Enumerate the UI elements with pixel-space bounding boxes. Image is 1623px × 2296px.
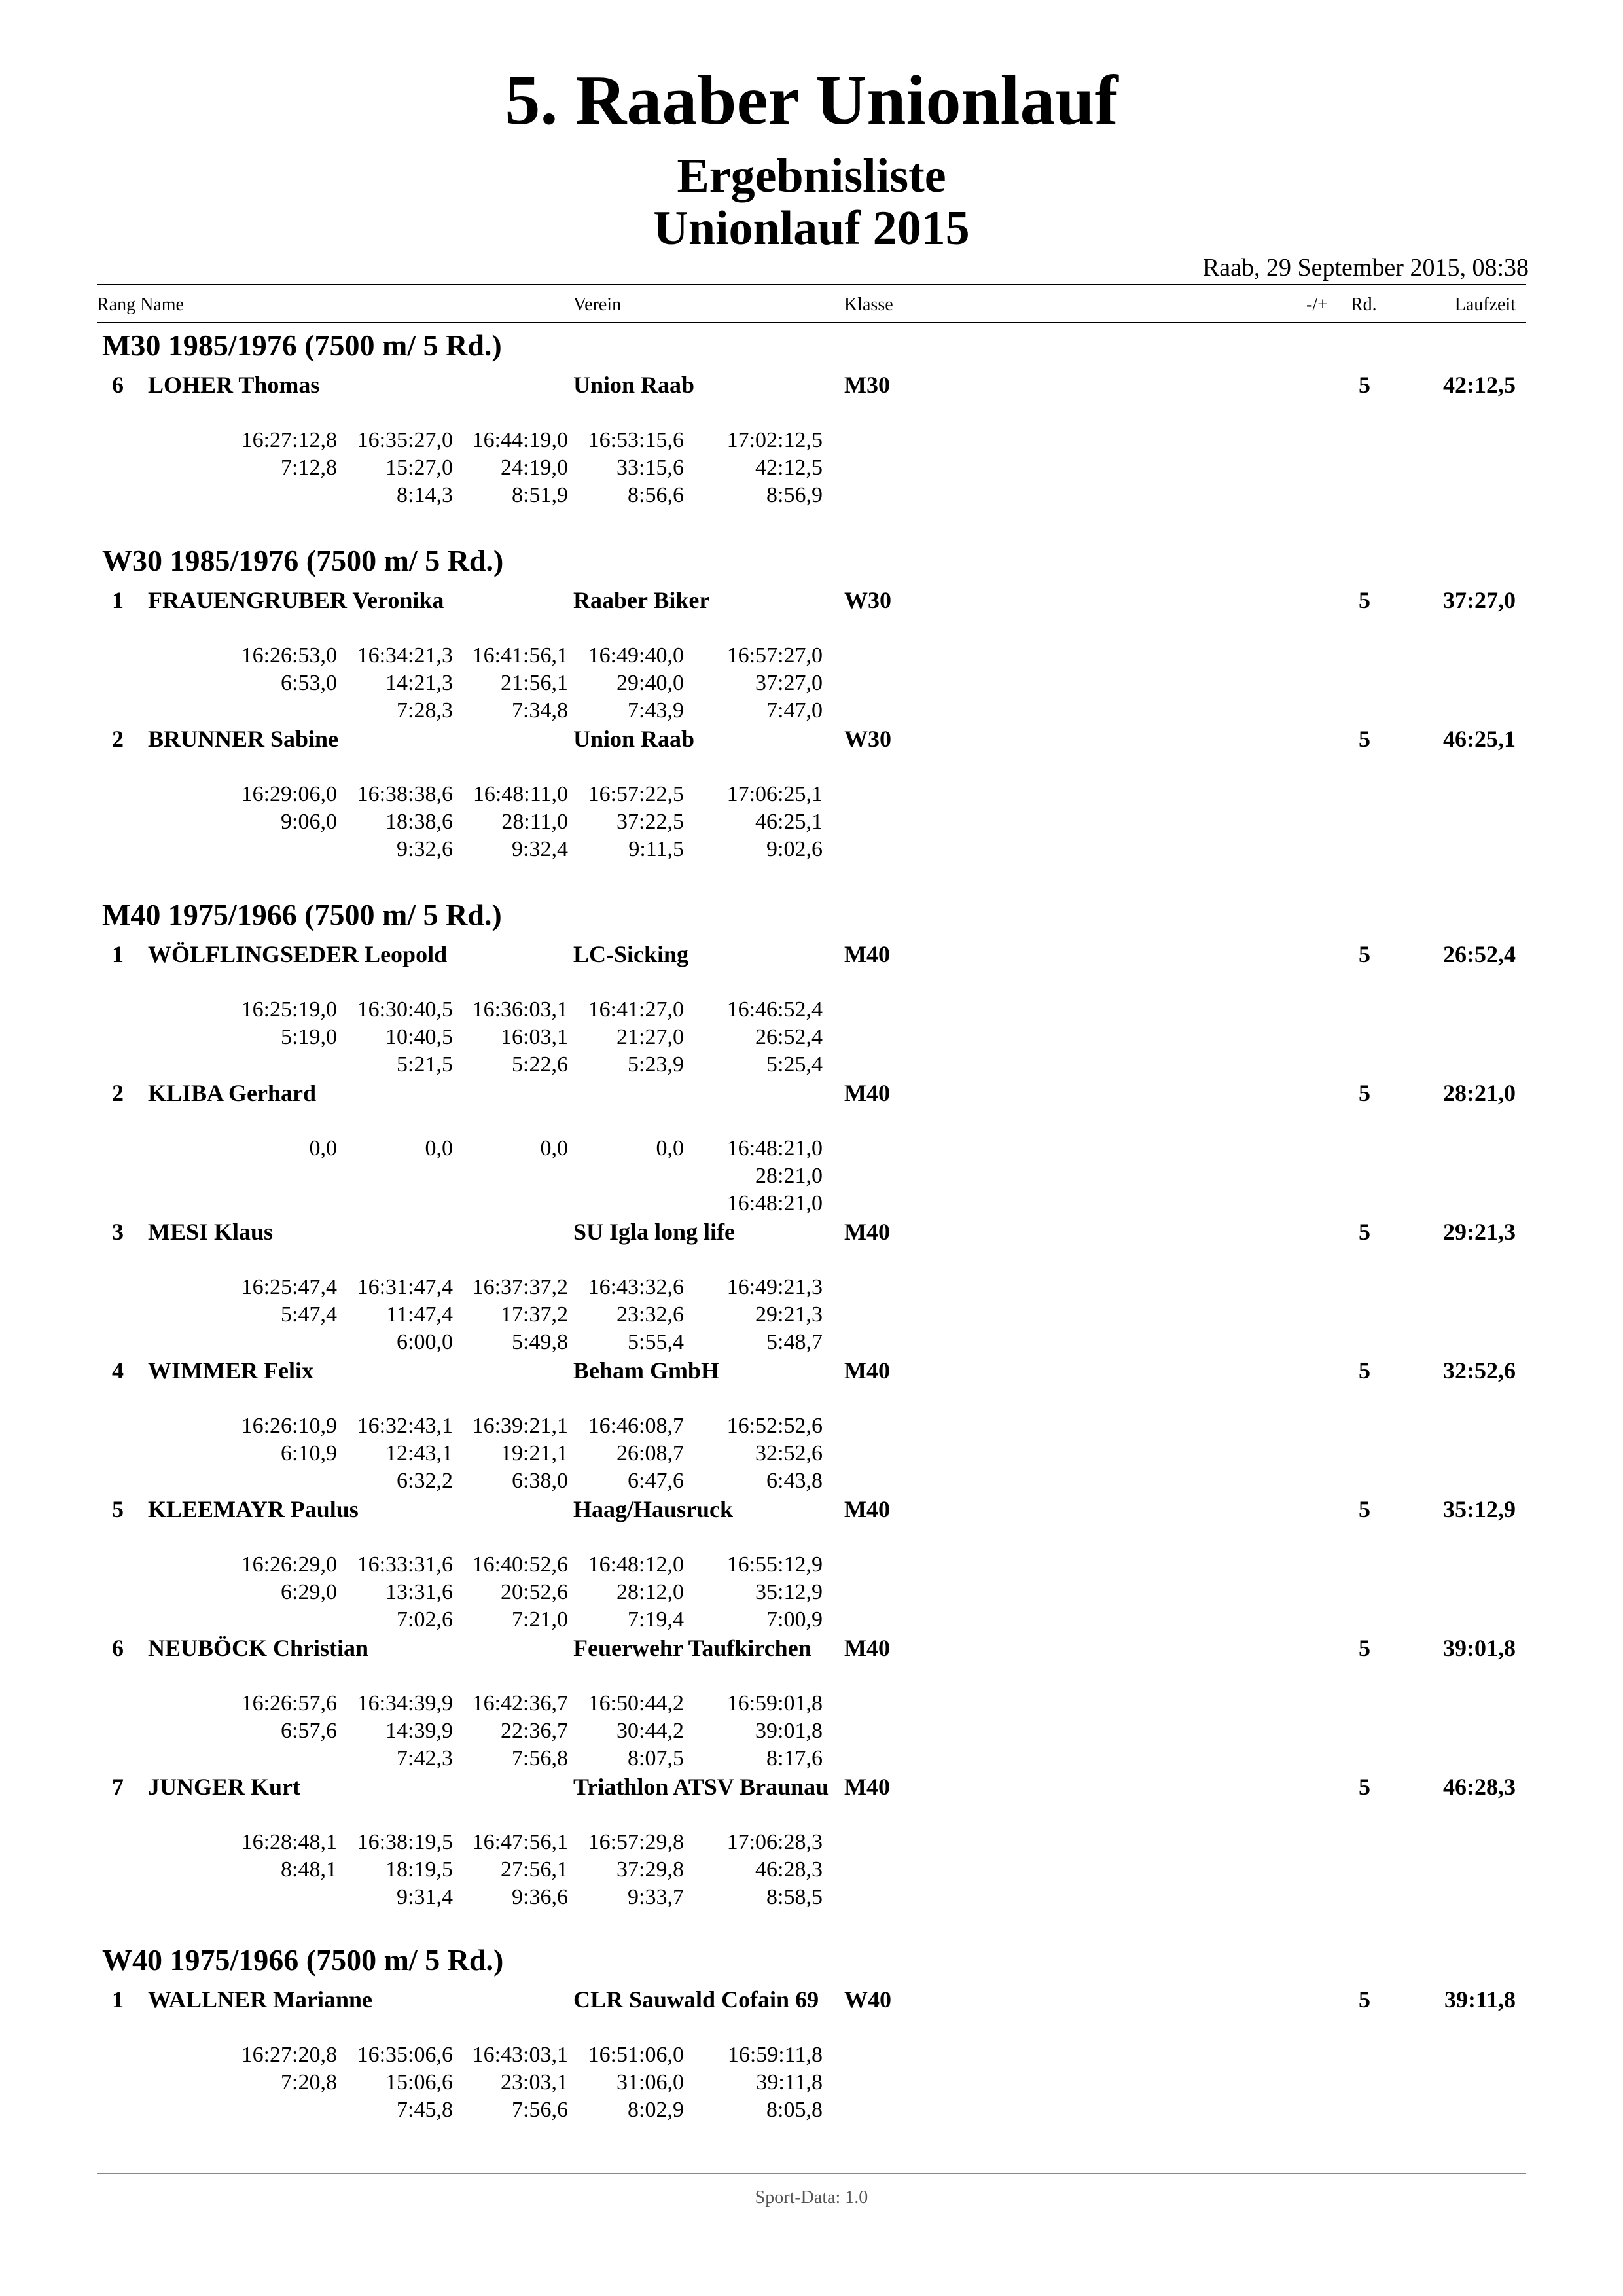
split-time: 7:19,4 bbox=[628, 1607, 684, 1632]
athlete-class: M40 bbox=[844, 1496, 890, 1522]
athlete-time: 26:52,4 bbox=[1443, 941, 1516, 967]
split-time: 9:36,6 bbox=[512, 1885, 568, 1909]
athlete-rounds: 5 bbox=[1359, 726, 1370, 752]
split-time: 28:21,0 bbox=[755, 1164, 823, 1188]
split-time: 11:47,4 bbox=[386, 1302, 453, 1327]
split-time: 28:12,0 bbox=[616, 1580, 684, 1604]
split-time: 16:42:36,7 bbox=[472, 1691, 568, 1715]
split-time: 5:25,4 bbox=[766, 1052, 823, 1077]
split-time: 16:48:21,0 bbox=[726, 1191, 823, 1215]
split-time: 12:43,1 bbox=[385, 1441, 453, 1465]
split-time: 42:12,5 bbox=[755, 456, 823, 480]
athlete-rounds: 5 bbox=[1359, 1357, 1370, 1384]
split-time: 9:11,5 bbox=[628, 837, 684, 861]
athlete-name: BRUNNER Sabine bbox=[148, 726, 339, 752]
col-header-plusminus: -/+ bbox=[1306, 295, 1328, 315]
split-time: 6:10,9 bbox=[281, 1441, 337, 1465]
athlete-name: KLIBA Gerhard bbox=[148, 1080, 317, 1106]
athlete-rank: 1 bbox=[112, 1986, 124, 2013]
athlete-rank: 2 bbox=[112, 726, 124, 752]
athlete-time: 46:25,1 bbox=[1443, 726, 1516, 752]
split-time: 7:28,3 bbox=[397, 698, 453, 723]
split-time: 16:48:11,0 bbox=[473, 782, 568, 806]
athlete-name: JUNGER Kurt bbox=[148, 1774, 300, 1800]
split-time: 8:17,6 bbox=[766, 1746, 823, 1770]
athlete-club: Beham GmbH bbox=[573, 1357, 720, 1384]
split-time: 16:27:20,8 bbox=[241, 2043, 337, 2067]
athlete-rounds: 5 bbox=[1359, 1986, 1370, 2013]
date-line: Raab, 29 September 2015, 08:38 bbox=[1202, 254, 1529, 281]
split-time: 7:00,9 bbox=[766, 1607, 823, 1632]
split-time: 32:52,6 bbox=[755, 1441, 823, 1465]
split-time: 26:08,7 bbox=[616, 1441, 684, 1465]
col-header-rang-name: Rang Name bbox=[97, 295, 184, 315]
split-time: 23:03,1 bbox=[501, 2070, 568, 2094]
athlete-rounds: 5 bbox=[1359, 1080, 1370, 1106]
split-time: 5:22,6 bbox=[512, 1052, 568, 1077]
split-time: 6:38,0 bbox=[512, 1469, 568, 1493]
athlete-rank: 6 bbox=[112, 372, 124, 398]
athlete-class: M40 bbox=[844, 1635, 890, 1661]
split-time: 17:06:28,3 bbox=[726, 1830, 823, 1854]
athlete-row bbox=[0, 942, 1623, 969]
split-time: 5:48,7 bbox=[766, 1330, 823, 1354]
split-time: 7:34,8 bbox=[512, 698, 568, 723]
split-time: 16:28:48,1 bbox=[241, 1830, 337, 1854]
athlete-class: W40 bbox=[844, 1986, 891, 2013]
athlete-row bbox=[0, 1359, 1623, 1385]
event-title: Unionlauf 2015 bbox=[653, 202, 970, 255]
split-time: 7:56,6 bbox=[512, 2098, 568, 2122]
split-time: 7:02,6 bbox=[397, 1607, 453, 1632]
category-heading: M40 1975/1966 (7500 m/ 5 Rd.) bbox=[102, 898, 502, 931]
split-time: 6:29,0 bbox=[281, 1580, 337, 1604]
split-time: 17:02:12,5 bbox=[726, 428, 823, 452]
split-time: 7:45,8 bbox=[397, 2098, 453, 2122]
page-title: 5. Raaber Unionlauf bbox=[505, 62, 1118, 139]
split-time: 9:32,4 bbox=[512, 837, 568, 861]
split-time: 16:59:01,8 bbox=[726, 1691, 823, 1715]
split-time: 31:06,0 bbox=[616, 2070, 684, 2094]
athlete-club: Feuerwehr Taufkirchen bbox=[573, 1635, 812, 1661]
athlete-rounds: 5 bbox=[1359, 941, 1370, 967]
split-time: 16:47:56,1 bbox=[472, 1830, 568, 1854]
category-heading: W30 1985/1976 (7500 m/ 5 Rd.) bbox=[102, 544, 504, 577]
athlete-club: Triathlon ATSV Braunau bbox=[573, 1774, 829, 1800]
split-time: 16:57:22,5 bbox=[588, 782, 684, 806]
split-time: 16:49:40,0 bbox=[588, 643, 684, 668]
split-time: 16:46:52,4 bbox=[726, 997, 823, 1022]
split-time: 8:14,3 bbox=[397, 483, 453, 507]
col-header-klasse: Klasse bbox=[844, 295, 893, 315]
split-time: 21:27,0 bbox=[616, 1025, 684, 1049]
athlete-name: FRAUENGRUBER Veronika bbox=[148, 587, 444, 613]
split-time: 16:26:53,0 bbox=[241, 643, 337, 668]
split-time: 16:44:19,0 bbox=[472, 428, 568, 452]
athlete-row bbox=[0, 1220, 1623, 1246]
split-time: 29:40,0 bbox=[616, 671, 684, 695]
split-time: 16:30:40,5 bbox=[357, 997, 453, 1022]
split-time: 0,0 bbox=[540, 1136, 568, 1160]
athlete-rounds: 5 bbox=[1359, 1774, 1370, 1800]
split-time: 9:32,6 bbox=[397, 837, 453, 861]
split-time: 5:47,4 bbox=[281, 1302, 337, 1327]
split-time: 7:21,0 bbox=[512, 1607, 568, 1632]
athlete-rank: 4 bbox=[112, 1357, 124, 1384]
split-time: 16:48:12,0 bbox=[588, 1552, 684, 1577]
split-time: 16:53:15,6 bbox=[588, 428, 684, 452]
split-time: 13:31,6 bbox=[385, 1580, 453, 1604]
split-time: 16:37:37,2 bbox=[472, 1275, 568, 1299]
split-time: 0,0 bbox=[656, 1136, 684, 1160]
split-time: 29:21,3 bbox=[755, 1302, 823, 1327]
split-time: 16:38:38,6 bbox=[357, 782, 453, 806]
split-time: 22:36,7 bbox=[501, 1719, 568, 1743]
col-header-rd: Rd. bbox=[1351, 295, 1377, 315]
split-time: 35:12,9 bbox=[755, 1580, 823, 1604]
split-time: 16:40:52,6 bbox=[472, 1552, 568, 1577]
split-time: 7:12,8 bbox=[281, 456, 337, 480]
athlete-rank: 1 bbox=[112, 941, 124, 967]
split-time: 15:06,6 bbox=[385, 2070, 453, 2094]
split-time: 46:25,1 bbox=[755, 810, 823, 834]
split-time: 6:53,0 bbox=[281, 671, 337, 695]
athlete-name: WÖLFLINGSEDER Leopold bbox=[148, 941, 448, 967]
col-header-laufzeit: Laufzeit bbox=[1454, 295, 1516, 315]
split-time: 30:44,2 bbox=[616, 1719, 684, 1743]
split-time: 6:00,0 bbox=[397, 1330, 453, 1354]
athlete-time: 28:21,0 bbox=[1443, 1080, 1516, 1106]
split-time: 16:43:03,1 bbox=[472, 2043, 568, 2067]
athlete-rounds: 5 bbox=[1359, 587, 1370, 613]
split-time: 16:55:12,9 bbox=[726, 1552, 823, 1577]
athlete-time: 39:01,8 bbox=[1443, 1635, 1516, 1661]
athlete-row bbox=[0, 1498, 1623, 1524]
athlete-name: NEUBÖCK Christian bbox=[148, 1635, 369, 1661]
split-time: 8:58,5 bbox=[766, 1885, 823, 1909]
athlete-time: 42:12,5 bbox=[1443, 372, 1516, 398]
category-heading: M30 1985/1976 (7500 m/ 5 Rd.) bbox=[102, 329, 502, 362]
split-time: 23:32,6 bbox=[616, 1302, 684, 1327]
split-time: 16:32:43,1 bbox=[357, 1414, 453, 1438]
split-time: 5:23,9 bbox=[628, 1052, 684, 1077]
split-time: 16:41:56,1 bbox=[472, 643, 568, 668]
split-time: 39:11,8 bbox=[756, 2070, 823, 2094]
athlete-rounds: 5 bbox=[1359, 1219, 1370, 1245]
split-time: 10:40,5 bbox=[385, 1025, 453, 1049]
athlete-time: 39:11,8 bbox=[1444, 1986, 1516, 2013]
split-time: 16:31:47,4 bbox=[357, 1275, 453, 1299]
split-time: 8:07,5 bbox=[628, 1746, 684, 1770]
athlete-rounds: 5 bbox=[1359, 1496, 1370, 1522]
split-time: 18:19,5 bbox=[385, 1857, 453, 1882]
split-time: 39:01,8 bbox=[755, 1719, 823, 1743]
page-subtitle: Ergebnisliste bbox=[677, 149, 946, 203]
split-time: 46:28,3 bbox=[755, 1857, 823, 1882]
split-time: 15:27,0 bbox=[385, 456, 453, 480]
split-time: 8:48,1 bbox=[281, 1857, 337, 1882]
split-time: 20:52,6 bbox=[501, 1580, 568, 1604]
split-time: 16:36:03,1 bbox=[472, 997, 568, 1022]
athlete-time: 46:28,3 bbox=[1443, 1774, 1516, 1800]
split-time: 21:56,1 bbox=[501, 671, 568, 695]
split-time: 16:49:21,3 bbox=[726, 1275, 823, 1299]
split-time: 8:51,9 bbox=[512, 483, 568, 507]
split-time: 16:57:27,0 bbox=[726, 643, 823, 668]
athlete-row bbox=[0, 1636, 1623, 1662]
split-time: 0,0 bbox=[425, 1136, 453, 1160]
split-time: 6:57,6 bbox=[281, 1719, 337, 1743]
split-time: 27:56,1 bbox=[501, 1857, 568, 1882]
split-time: 9:02,6 bbox=[766, 837, 823, 861]
split-time: 24:19,0 bbox=[501, 456, 568, 480]
athlete-name: WALLNER Marianne bbox=[148, 1986, 373, 2013]
split-time: 16:51:06,0 bbox=[588, 2043, 684, 2067]
split-time: 5:49,8 bbox=[512, 1330, 568, 1354]
athlete-club: LC-Sicking bbox=[573, 941, 689, 967]
split-time: 9:33,7 bbox=[628, 1885, 684, 1909]
split-time: 5:19,0 bbox=[281, 1025, 337, 1049]
athlete-class: M40 bbox=[844, 1357, 890, 1384]
split-time: 17:37,2 bbox=[501, 1302, 568, 1327]
athlete-row bbox=[0, 588, 1623, 615]
athlete-club: Raaber Biker bbox=[573, 587, 710, 613]
split-time: 0,0 bbox=[309, 1136, 337, 1160]
split-time: 26:52,4 bbox=[755, 1025, 823, 1049]
split-time: 16:34:39,9 bbox=[357, 1691, 453, 1715]
split-time: 16:35:27,0 bbox=[357, 428, 453, 452]
split-time: 16:29:06,0 bbox=[241, 782, 337, 806]
split-time: 17:06:25,1 bbox=[726, 782, 823, 806]
split-time: 16:46:08,7 bbox=[588, 1414, 684, 1438]
athlete-row bbox=[0, 727, 1623, 753]
athlete-class: M40 bbox=[844, 1774, 890, 1800]
split-time: 16:38:19,5 bbox=[357, 1830, 453, 1854]
athlete-time: 29:21,3 bbox=[1443, 1219, 1516, 1245]
split-time: 9:31,4 bbox=[397, 1885, 453, 1909]
athlete-time: 35:12,9 bbox=[1443, 1496, 1516, 1522]
split-time: 8:02,9 bbox=[628, 2098, 684, 2122]
athlete-club: CLR Sauwald Cofain 69 bbox=[573, 1986, 819, 2013]
athlete-club: Union Raab bbox=[573, 726, 695, 752]
split-time: 16:26:10,9 bbox=[241, 1414, 337, 1438]
split-time: 16:33:31,6 bbox=[357, 1552, 453, 1577]
split-time: 16:27:12,8 bbox=[241, 428, 337, 452]
athlete-class: M30 bbox=[844, 372, 890, 398]
split-time: 37:29,8 bbox=[616, 1857, 684, 1882]
split-time: 5:21,5 bbox=[397, 1052, 453, 1077]
split-time: 8:05,8 bbox=[766, 2098, 823, 2122]
athlete-row bbox=[0, 1988, 1623, 2014]
footer-text: Sport-Data: 1.0 bbox=[755, 2187, 868, 2208]
split-time: 7:20,8 bbox=[281, 2070, 337, 2094]
split-time: 16:34:21,3 bbox=[357, 643, 453, 668]
athlete-class: W30 bbox=[844, 587, 891, 613]
athlete-class: W30 bbox=[844, 726, 891, 752]
split-time: 16:48:21,0 bbox=[726, 1136, 823, 1160]
split-time: 37:22,5 bbox=[616, 810, 684, 834]
athlete-name: MESI Klaus bbox=[148, 1219, 274, 1245]
split-time: 16:50:44,2 bbox=[588, 1691, 684, 1715]
split-time: 16:57:29,8 bbox=[588, 1830, 684, 1854]
category-heading: W40 1975/1966 (7500 m/ 5 Rd.) bbox=[102, 1943, 504, 1977]
athlete-rank: 3 bbox=[112, 1219, 124, 1245]
split-time: 5:55,4 bbox=[628, 1330, 684, 1354]
athlete-row bbox=[0, 1775, 1623, 1801]
col-header-verein: Verein bbox=[573, 295, 622, 315]
split-time: 16:59:11,8 bbox=[727, 2043, 823, 2067]
athlete-name: LOHER Thomas bbox=[148, 372, 320, 398]
split-time: 16:26:29,0 bbox=[241, 1552, 337, 1577]
athlete-club: Haag/Hausruck bbox=[573, 1496, 734, 1522]
athlete-time: 32:52,6 bbox=[1443, 1357, 1516, 1384]
athlete-row bbox=[0, 373, 1623, 399]
athlete-class: M40 bbox=[844, 1080, 890, 1106]
athlete-club: Union Raab bbox=[573, 372, 695, 398]
athlete-name: KLEEMAYR Paulus bbox=[148, 1496, 359, 1522]
athlete-time: 37:27,0 bbox=[1443, 587, 1516, 613]
split-time: 16:26:57,6 bbox=[241, 1691, 337, 1715]
split-time: 16:25:47,4 bbox=[241, 1275, 337, 1299]
athlete-name: WIMMER Felix bbox=[148, 1357, 313, 1384]
split-time: 8:56,9 bbox=[766, 483, 823, 507]
split-time: 7:56,8 bbox=[512, 1746, 568, 1770]
split-time: 16:03,1 bbox=[501, 1025, 568, 1049]
split-time: 7:47,0 bbox=[766, 698, 823, 723]
split-time: 28:11,0 bbox=[501, 810, 568, 834]
split-time: 7:43,9 bbox=[628, 698, 684, 723]
athlete-club: SU Igla long life bbox=[573, 1219, 736, 1245]
split-time: 6:47,6 bbox=[628, 1469, 684, 1493]
split-time: 9:06,0 bbox=[281, 810, 337, 834]
athlete-rank: 6 bbox=[112, 1635, 124, 1661]
split-time: 19:21,1 bbox=[501, 1441, 568, 1465]
split-time: 37:27,0 bbox=[755, 671, 823, 695]
split-time: 8:56,6 bbox=[628, 483, 684, 507]
split-time: 18:38,6 bbox=[385, 810, 453, 834]
split-time: 6:32,2 bbox=[397, 1469, 453, 1493]
athlete-rank: 1 bbox=[112, 587, 124, 613]
split-time: 16:39:21,1 bbox=[472, 1414, 568, 1438]
split-time: 16:35:06,6 bbox=[357, 2043, 453, 2067]
split-time: 7:42,3 bbox=[397, 1746, 453, 1770]
athlete-rank: 5 bbox=[112, 1496, 124, 1522]
athlete-class: M40 bbox=[844, 941, 890, 967]
athlete-rounds: 5 bbox=[1359, 372, 1370, 398]
athlete-rank: 7 bbox=[112, 1774, 124, 1800]
athlete-class: M40 bbox=[844, 1219, 890, 1245]
split-time: 16:52:52,6 bbox=[726, 1414, 823, 1438]
athlete-row bbox=[0, 1081, 1623, 1107]
split-time: 6:43,8 bbox=[766, 1469, 823, 1493]
athlete-rank: 2 bbox=[112, 1080, 124, 1106]
footer-rule bbox=[97, 2173, 1526, 2174]
split-time: 33:15,6 bbox=[616, 456, 684, 480]
split-time: 14:21,3 bbox=[385, 671, 453, 695]
split-time: 16:25:19,0 bbox=[241, 997, 337, 1022]
split-time: 16:43:32,6 bbox=[588, 1275, 684, 1299]
split-time: 14:39,9 bbox=[385, 1719, 453, 1743]
split-time: 16:41:27,0 bbox=[588, 997, 684, 1022]
athlete-rounds: 5 bbox=[1359, 1635, 1370, 1661]
